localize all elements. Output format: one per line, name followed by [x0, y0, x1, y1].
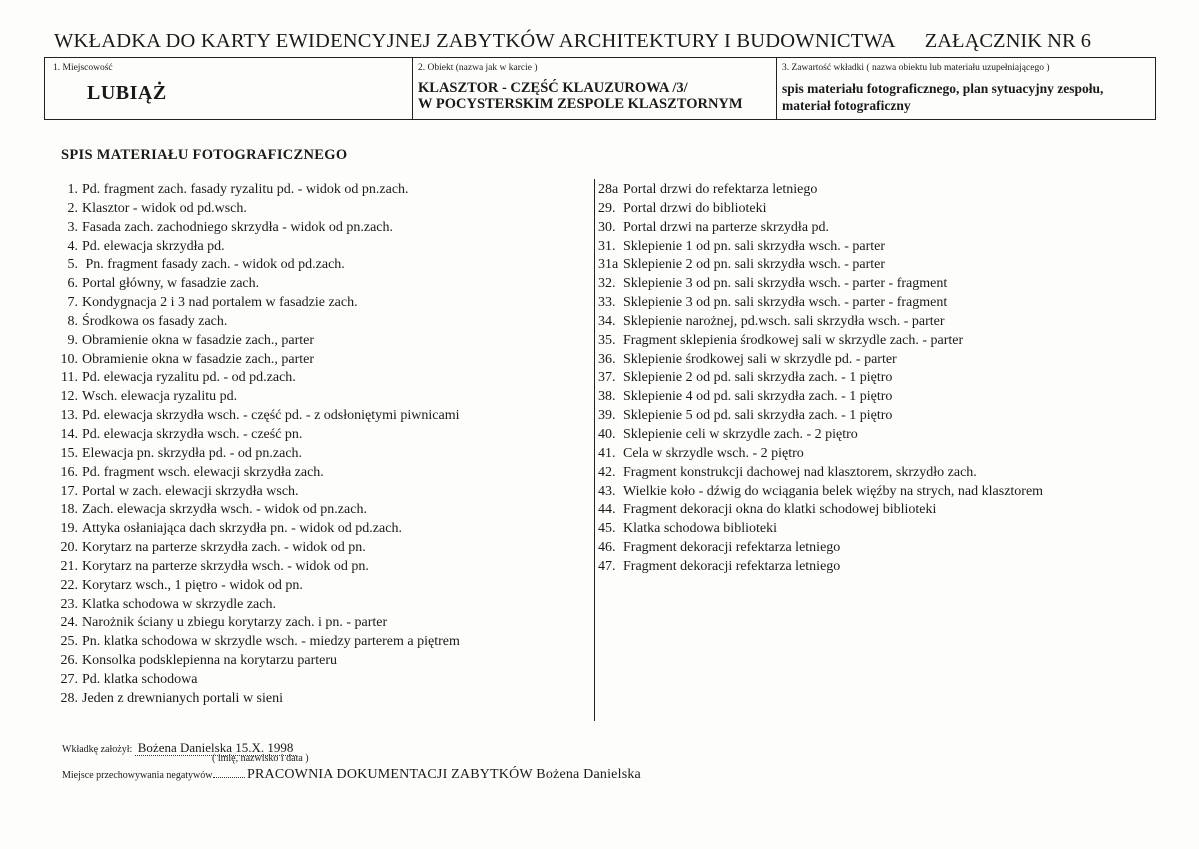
list-item: [52, 501, 592, 520]
item-number: 27.: [60, 671, 78, 687]
storage-line: [62, 767, 641, 783]
item-text: Cela w skrzydle wsch. - 2 piętro: [623, 445, 804, 461]
item-number: 31.: [598, 238, 616, 254]
item-number: 43.: [598, 483, 616, 499]
item-number: 33.: [598, 295, 616, 311]
item-text: Pd. klatka schodowa: [82, 671, 198, 687]
list-item: [598, 332, 1158, 351]
list-item: [598, 520, 1158, 539]
field-2-line-2: W POCYSTERSKIM ZESPOLE KLASZTORNYM: [418, 96, 743, 112]
list-item: [598, 181, 1158, 200]
item-number: 14.: [60, 426, 78, 442]
item-text: Pd. fragment zach. fasady ryzalitu pd. - widok od pn.zach.: [82, 182, 409, 197]
list-item: [52, 313, 592, 332]
list-item: [52, 256, 592, 275]
item-number: 9.: [67, 332, 78, 348]
field-1-value: LUBIĄŻ: [87, 82, 167, 104]
item-text: Portal drzwi na parterze skrzydła pd.: [623, 219, 830, 235]
list-item: [52, 577, 592, 596]
item-text: Klatka schodowa w skrzydle zach.: [82, 596, 276, 612]
list-item: [598, 256, 1158, 275]
list-item: [52, 332, 592, 351]
list-item: [598, 407, 1158, 426]
item-number: 26.: [60, 653, 78, 669]
item-text: Obramienie okna w fasadzie zach., parter: [82, 332, 315, 348]
section-title: SPIS MATERIAŁU FOTOGRAFICZNEGO: [61, 147, 348, 163]
item-text: Sklepienie 3 od pn. sali skrzydła wsch. - parter - fragment: [623, 276, 948, 292]
list-item: [598, 426, 1158, 445]
list-item: [598, 369, 1158, 388]
list-item: [598, 238, 1158, 257]
field-2-value: [418, 80, 743, 112]
item-text: Fragment dekoracji okna do klatki schodowej biblioteki: [623, 502, 937, 518]
item-text: Pd. fragment wsch. elewacji skrzydła zach.: [82, 464, 324, 480]
header-rule-bottom: [44, 119, 1156, 120]
list-item: [52, 690, 592, 709]
list-item: [598, 294, 1158, 313]
item-text: Sklepienie 3 od pn. sali skrzydła wsch. - parter - fragment: [623, 295, 948, 311]
list-item: [52, 652, 592, 671]
list-item: [52, 369, 592, 388]
item-text: Sklepienie narożnej, pd.wsch. sali skrzydła wsch. - parter: [623, 313, 945, 329]
item-text: Jeden z drewnianych portali w sieni: [82, 690, 283, 706]
list-item: [598, 388, 1158, 407]
item-text: Środkowa os fasady zach.: [82, 313, 228, 329]
list-item: [52, 445, 592, 464]
item-text: Korytarz na parterze skrzydła zach. - widok od pn.: [82, 540, 366, 556]
item-number: 17.: [60, 483, 78, 499]
field-1-label: 1. Miejscowość: [53, 63, 113, 73]
item-number: 40.: [598, 426, 616, 442]
item-text: Sklepienie 2 od pn. sali skrzydła wsch. - parter: [623, 257, 886, 273]
item-number: 1.: [67, 182, 78, 197]
list-item: [598, 219, 1158, 238]
item-number: 2.: [67, 200, 78, 216]
item-number: 44.: [598, 502, 616, 518]
item-number: 31a: [598, 257, 619, 273]
item-number: 16.: [60, 464, 78, 480]
field-3-line-1: spis materiału fotograficznego, plan sytuacyjny zespołu,: [782, 81, 1104, 96]
storage-label: Miejsce przechowywania negatywów: [62, 770, 213, 781]
list-item: [598, 539, 1158, 558]
item-text: Attyka osłaniająca dach skrzydła pn. - widok od pd.zach.: [82, 521, 402, 537]
item-number: 28a: [598, 182, 619, 197]
list-item: [52, 238, 592, 257]
list-item: [598, 275, 1158, 294]
list-item: [598, 464, 1158, 483]
list-item: [52, 351, 592, 370]
storage-value: PRACOWNIA DOKUMENTACJI ZABYTKÓW Bożena Danielska: [247, 767, 641, 782]
item-number: 25.: [60, 634, 78, 650]
item-text: Konsolka podsklepienna na korytarzu parteru: [82, 653, 338, 669]
list-item: [52, 633, 592, 652]
item-text: Fasada zach. zachodniego skrzydła - widok od pn.zach.: [82, 219, 393, 235]
list-item: [52, 558, 592, 577]
item-text: Sklepienie środkowej sali w skrzydle pd. - parter: [623, 351, 897, 367]
item-text: Pd. elewacja ryzalitu pd. - od pd.zach.: [82, 370, 296, 386]
item-number: 11.: [61, 370, 78, 386]
storage-dots: [213, 777, 245, 778]
creator-note: ( imię, nazwisko i data ): [212, 753, 309, 764]
list-item: [52, 181, 592, 200]
field-3-line-2: materiał fotograficzny: [782, 98, 911, 113]
item-text: Obramienie okna w fasadzie zach., parter: [82, 351, 315, 367]
item-text: Korytarz na parterze skrzydła wsch. - widok od pn.: [82, 558, 369, 574]
item-number: 22.: [60, 577, 78, 593]
item-text: Klatka schodowa biblioteki: [623, 521, 777, 537]
item-text: Elewacja pn. skrzydła pd. - od pn.zach.: [82, 445, 303, 461]
item-number: 13.: [60, 408, 78, 424]
item-text: Sklepienie celi w skrzydle zach. - 2 piętro: [623, 426, 858, 442]
item-text: Portal drzwi do biblioteki: [623, 200, 767, 216]
item-text: Kondygnacja 2 i 3 nad portalem w fasadzie zach.: [82, 295, 358, 311]
item-number: 23.: [60, 596, 78, 612]
item-text: Sklepienie 2 od pd. sali skrzydła zach. - 1 piętro: [623, 370, 893, 386]
item-number: 20.: [60, 540, 78, 556]
item-number: 4.: [67, 238, 78, 254]
item-text: Korytarz wsch., 1 piętro - widok od pn.: [82, 577, 303, 593]
item-text: Fragment dekoracji refektarza letniego: [623, 540, 841, 556]
item-number: 32.: [598, 276, 616, 292]
item-text: Narożnik ściany u zbiegu korytarzy zach. i pn. - parter: [82, 615, 388, 631]
item-text: Pn. klatka schodowa w skrzydle wsch. - miedzy parterem a piętrem: [82, 634, 460, 650]
item-text: Fragment sklepienia środkowej sali w skrzydle zach. - parter: [623, 332, 964, 348]
list-item: [52, 294, 592, 313]
item-number: 45.: [598, 521, 616, 537]
item-text: Pd. elewacja skrzydła wsch. - cześć pn.: [82, 426, 303, 442]
list-item: [52, 388, 592, 407]
item-text: Pd. elewacja skrzydła pd.: [82, 238, 225, 254]
header-rule-top: [44, 57, 1156, 58]
field-2-line-1: KLASZTOR - CZĘŚĆ KLAUZUROWA /3/: [418, 80, 688, 96]
item-number: 34.: [598, 313, 616, 329]
item-number: 6.: [67, 276, 78, 292]
item-text: Pn. fragment fasady zach. - widok od pd.zach.: [82, 257, 345, 273]
item-text: Portal w zach. elewacji skrzydła wsch.: [82, 483, 299, 499]
item-number: 39.: [598, 408, 616, 424]
item-number: 42.: [598, 464, 616, 480]
list-item: [52, 520, 592, 539]
list-item: [598, 445, 1158, 464]
item-text: Portal drzwi do refektarza letniego: [623, 182, 818, 197]
item-text: Zach. elewacja skrzydła wsch. - widok od pn.zach.: [82, 502, 367, 518]
list-item: [52, 200, 592, 219]
list-item: [52, 671, 592, 690]
item-number: 21.: [60, 558, 78, 574]
item-number: 8.: [67, 313, 78, 329]
item-number: 5.: [67, 257, 78, 273]
item-number: 30.: [598, 219, 616, 235]
item-text: Sklepienie 5 od pd. sali skrzydła zach. - 1 piętro: [623, 408, 893, 424]
item-number: 18.: [60, 502, 78, 518]
item-text: Portal główny, w fasadzie zach.: [82, 276, 260, 292]
item-number: 38.: [598, 389, 616, 405]
field-3-label: 3. Zawartość wkładki ( nazwa obiektu lub materiału uzupełniającego ): [782, 63, 1050, 73]
creator-value: Bożena Danielska 15.X. 1998: [135, 740, 297, 756]
field-divider-right: [1155, 57, 1156, 120]
list-item: [52, 407, 592, 426]
creator-label: Wkładkę założył:: [62, 744, 133, 755]
field-divider-2: [776, 57, 777, 120]
item-number: 46.: [598, 540, 616, 556]
item-number: 36.: [598, 351, 616, 367]
item-text: Sklepienie 4 od pd. sali skrzydła zach. - 1 piętro: [623, 389, 893, 405]
item-text: Wielkie koło - dźwig do wciągania belek więźby na strych, nad klasztorem: [623, 483, 1044, 499]
item-text: Klasztor - widok od pd.wsch.: [82, 200, 247, 216]
item-number: 47.: [598, 558, 616, 574]
item-text: Fragment konstrukcji dachowej nad klasztorem, skrzydło zach.: [623, 464, 977, 480]
list-item: [52, 464, 592, 483]
attachment-number: ZAŁĄCZNIK NR 6: [924, 30, 1091, 52]
list-item: [598, 313, 1158, 332]
item-number: 28.: [60, 690, 78, 706]
field-2-label: 2. Obiekt (nazwa jak w karcie ): [418, 63, 538, 73]
item-number: 41.: [598, 445, 616, 461]
item-number: 35.: [598, 332, 616, 348]
item-number: 10.: [60, 351, 78, 367]
list-item: [52, 275, 592, 294]
field-divider-left: [44, 57, 45, 120]
list-item: [52, 614, 592, 633]
list-item: [52, 539, 592, 558]
field-3-value: [782, 80, 1103, 114]
photo-list-right: [598, 181, 1158, 577]
list-item: [52, 426, 592, 445]
list-item: [598, 351, 1158, 370]
item-number: 19.: [60, 521, 78, 537]
item-text: Wsch. elewacja ryzalitu pd.: [82, 389, 238, 405]
list-item: [598, 483, 1158, 502]
item-number: 12.: [60, 389, 78, 405]
photo-list-left: [52, 181, 592, 709]
item-number: 37.: [598, 370, 616, 386]
column-divider: [594, 179, 595, 721]
field-divider-1: [412, 57, 413, 120]
item-number: 24.: [60, 615, 78, 631]
list-item: [598, 501, 1158, 520]
list-item: [52, 219, 592, 238]
item-number: 29.: [598, 200, 616, 216]
item-number: 3.: [67, 219, 78, 235]
item-text: Sklepienie 1 od pn. sali skrzydła wsch. - parter: [623, 238, 886, 254]
item-number: 15.: [60, 445, 78, 461]
list-item: [52, 596, 592, 615]
list-item: [598, 558, 1158, 577]
document-title: WKŁADKA DO KARTY EWIDENCYJNEJ ZABYTKÓW ARCHITEKTURY I BUDOWNICTWA: [54, 30, 896, 52]
item-text: Pd. elewacja skrzydła wsch. - część pd. - z odsłoniętymi piwnicami: [82, 408, 460, 424]
item-number: 7.: [67, 295, 78, 311]
item-text: Fragment dekoracji refektarza letniego: [623, 558, 841, 574]
list-item: [598, 200, 1158, 219]
list-item: [52, 483, 592, 502]
